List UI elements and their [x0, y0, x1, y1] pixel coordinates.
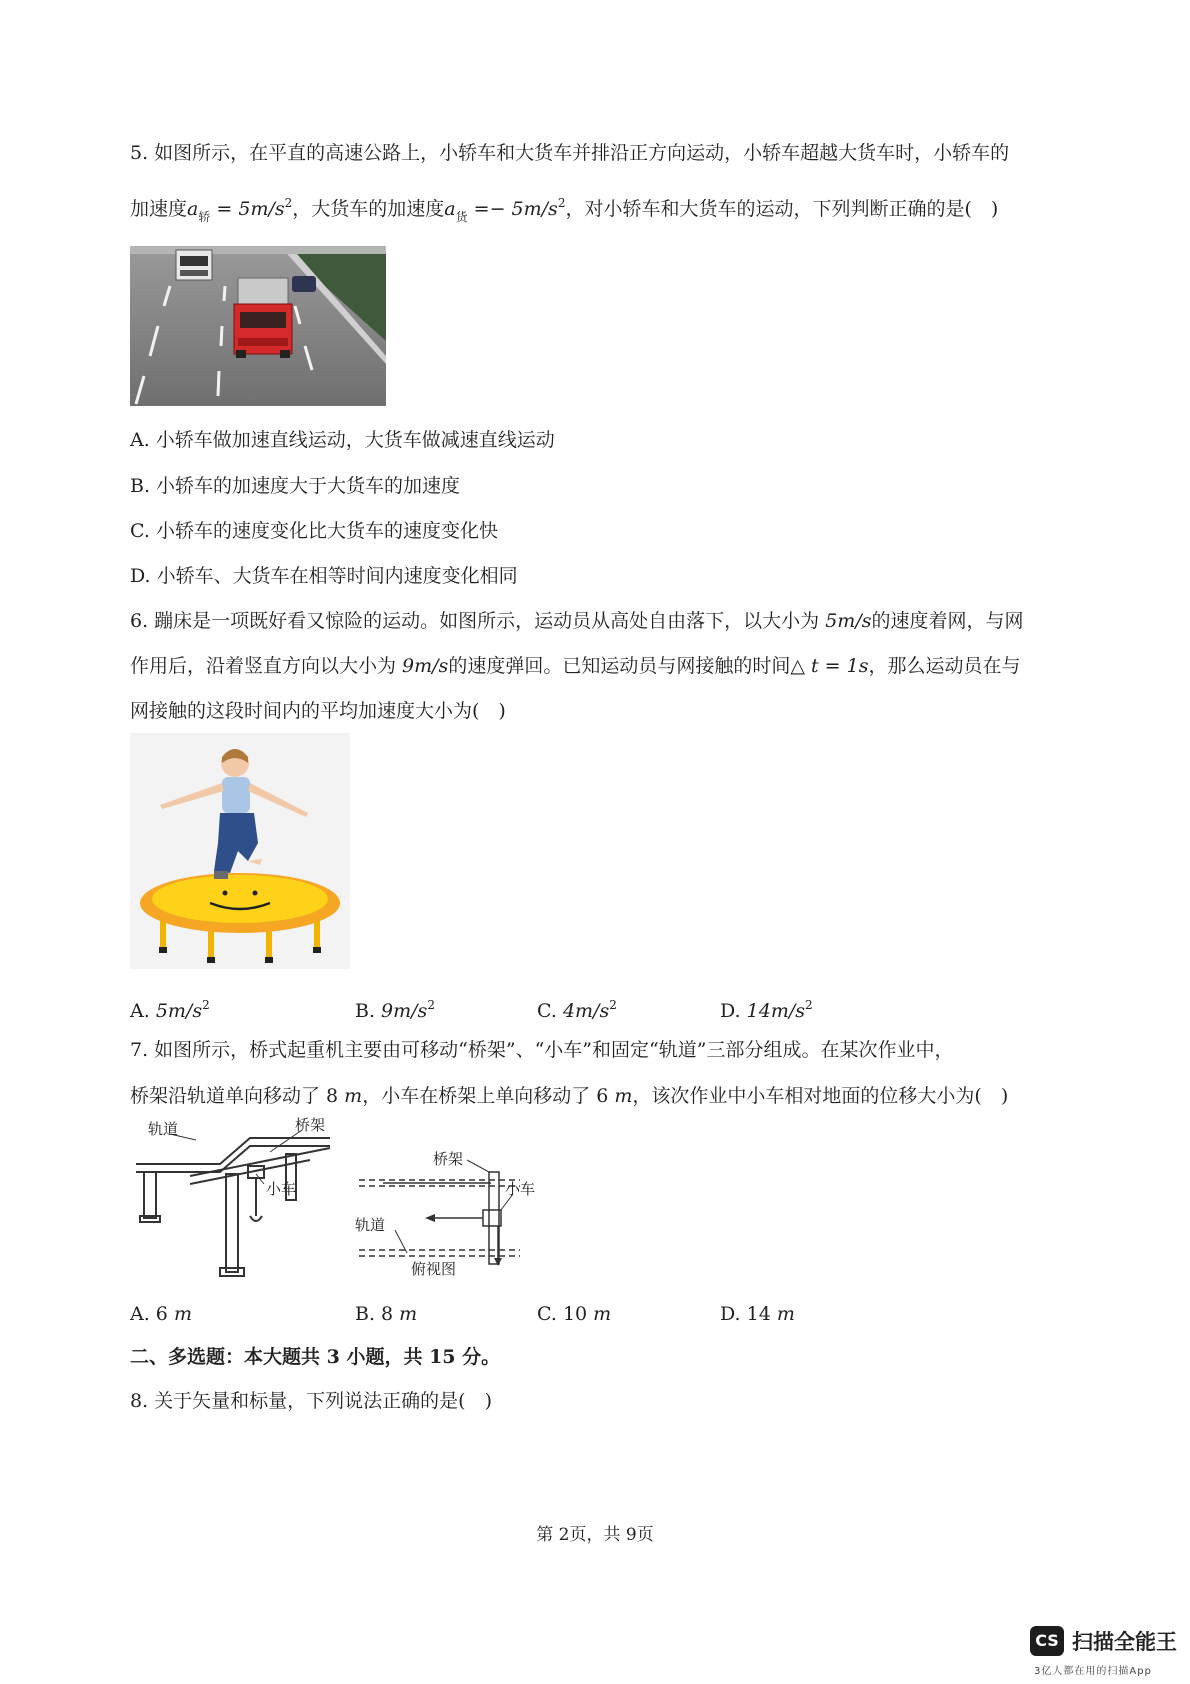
q7-option-a: A. 6 m	[130, 1303, 192, 1325]
q7-stem-line2: 桥架沿轨道单向移动了 8 m，小车在桥架上单向移动了 6 m，该次作业中小车相对地面的位移大小为( )	[130, 1085, 1009, 1107]
crane-label-bridge: 桥架	[295, 1116, 326, 1134]
top-view-label-bridge: 桥架	[433, 1150, 464, 1168]
q6-option-a: A. $5m/s^2$	[130, 998, 210, 1022]
q5-acc-car: $a_轿 = 5m/s^2$	[187, 196, 293, 224]
q7-option-b: B. 8 m	[355, 1303, 418, 1325]
q5-option-d: D. 小轿车、大货车在相等时间内速度变化相同	[130, 565, 518, 587]
q5-acc-truck: $a_货 =- 5m/s^2$	[444, 196, 566, 224]
crane-label-track: 轨道	[148, 1120, 179, 1138]
q5-text: 加速度	[130, 198, 188, 220]
q7-option-d: D. 14 m	[720, 1303, 795, 1325]
q5-stem-line1: 5. 如图所示，在平直的高速公路上，小轿车和大货车并排沿正方向运动，小轿车超越大货车时，小轿车的	[130, 142, 1010, 164]
crane-top-view-diagram	[355, 1150, 536, 1280]
q6-stem-line1: 6. 蹦床是一项既好看又惊险的运动。如图所示，运动员从高处自由落下，以大小为 5m/s的速度着网，与网	[130, 610, 1024, 632]
highway-photo	[130, 246, 386, 406]
q7-option-c: C. 10 m	[537, 1303, 612, 1325]
top-view-label-trolley: 小车	[505, 1180, 536, 1198]
q6-stem-line3: 网接触的这段时间内的平均加速度大小为( )	[130, 700, 506, 722]
q5-option-c: C. 小轿车的速度变化比大货车的速度变化快	[130, 520, 498, 542]
q5-text: ，大货车的加速度	[292, 198, 445, 220]
page-footer: 第 2页，共 9页	[536, 1525, 654, 1545]
scanner-app-name: 扫描全能王	[1072, 1630, 1177, 1654]
q6-stem-line2: 作用后，沿着竖直方向以大小为 9m/s的速度弹回。已知运动员与网接触的时间△ t = 1s，那么运动员在与	[130, 655, 1021, 677]
q7-stem-line1: 7. 如图所示，桥式起重机主要由可移动“桥架”、“小车”和固定“轨道”三部分组成。在某次作业中，	[130, 1039, 954, 1061]
scanner-slogan: 3亿人都在用的扫描App	[1034, 1666, 1152, 1677]
q6-option-d: D. $14m/s^2$	[720, 998, 813, 1022]
q5-option-a: A. 小轿车做加速直线运动，大货车做减速直线运动	[130, 429, 555, 451]
q5-stem-line2	[130, 191, 998, 229]
section-heading: 二、多选题：本大题共 3 小题，共 15 分。	[130, 1346, 501, 1368]
trampoline-photo	[130, 733, 350, 969]
q8-stem: 8. 关于矢量和标量，下列说法正确的是( )	[130, 1390, 492, 1412]
q6-option-b: B. $9m/s^2$	[355, 998, 435, 1022]
top-view-caption: 俯视图	[411, 1260, 457, 1278]
q5-option-b: B. 小轿车的加速度大于大货车的加速度	[130, 475, 461, 497]
top-view-label-track: 轨道	[355, 1216, 386, 1234]
scanner-logo-icon: CS	[1030, 1626, 1064, 1656]
crane-perspective-diagram	[130, 1118, 345, 1286]
crane-label-trolley: 小车	[266, 1180, 297, 1198]
q5-text: ，对小轿车和大货车的运动，下列判断正确的是( )	[565, 198, 999, 220]
q6-option-c: C. $4m/s^2$	[537, 998, 617, 1022]
